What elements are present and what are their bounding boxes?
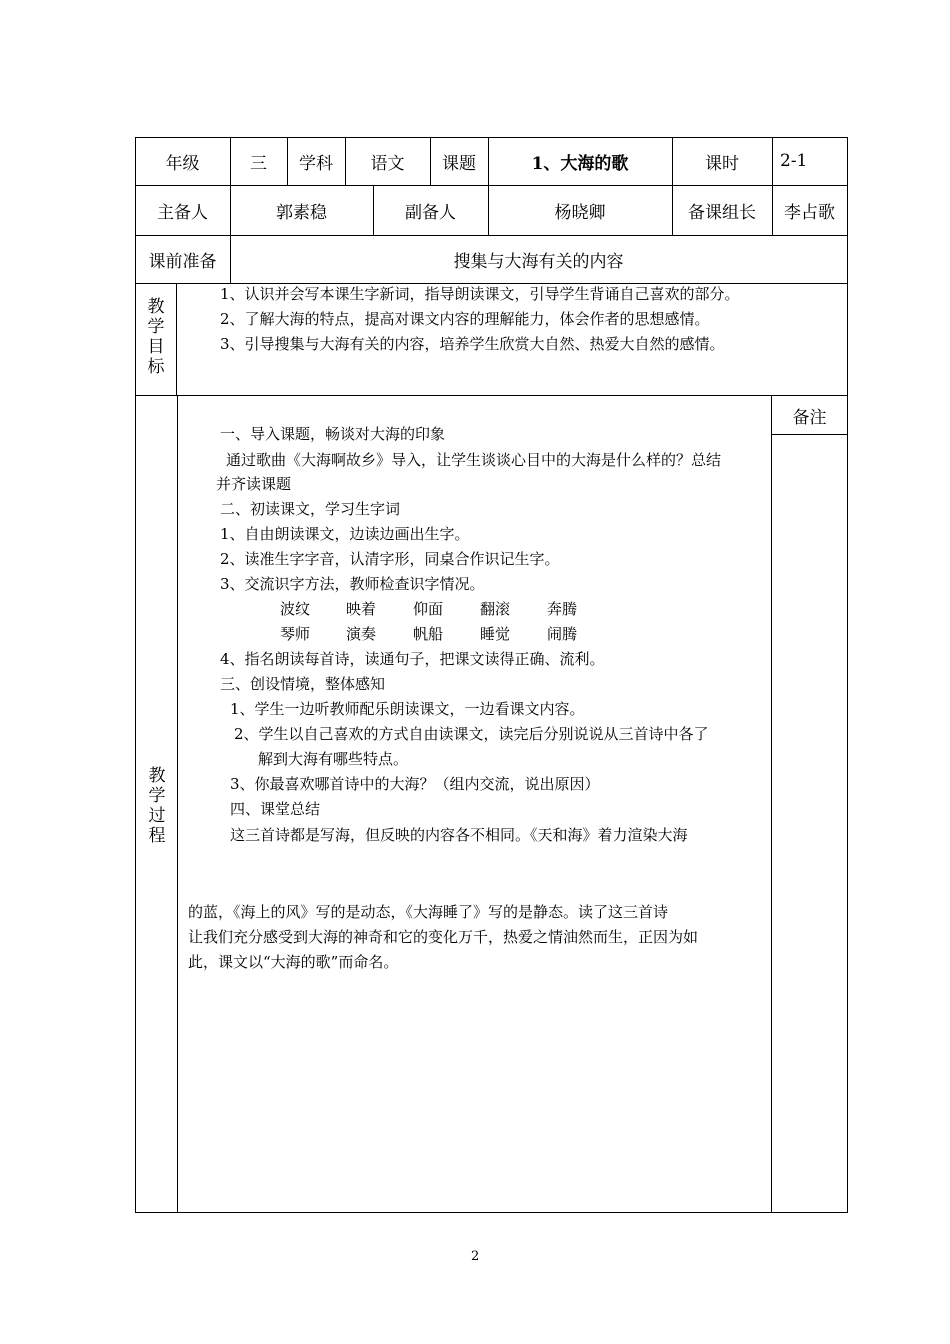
- goal-item: 2、了解大海的特点，提高对课文内容的理解能力，体会作者的思想感情。: [220, 310, 710, 328]
- prep-label: 课前准备: [148, 251, 217, 272]
- main-preparer-value: 郭素稳: [276, 202, 327, 223]
- process-line: 2、读准生字字音，认清字形，同桌合作识记生字。: [220, 550, 560, 568]
- goals-label-char: 学: [147, 317, 165, 337]
- vocab-word: 睡觉: [480, 625, 511, 643]
- prep-value: 搜集与大海有关的内容: [453, 251, 624, 272]
- goal-item: 3、引导搜集与大海有关的内容，培养学生欣赏大自然、热爱大自然的感情。: [220, 335, 725, 353]
- process-line: 解到大海有哪些特点。: [258, 750, 409, 768]
- group-leader-label: 备课组长: [688, 202, 756, 223]
- notes-label: 备注: [792, 407, 827, 428]
- process-line: 1、学生一边听教师配乐朗读课文，一边看课文内容。: [230, 700, 585, 718]
- vocab-word: 琴师: [280, 625, 311, 643]
- vocab-word: 仰面: [413, 600, 444, 618]
- vocab-word: 映着: [346, 600, 377, 618]
- process-line: 4、指名朗读每首诗，读通句子，把课文读得正确、流利。: [220, 650, 605, 668]
- vice-preparer-label: 副备人: [405, 202, 456, 223]
- vocab-word: 帆船: [413, 625, 444, 643]
- period-value: 2-1: [780, 151, 808, 171]
- process-label-char: 教: [148, 766, 166, 786]
- process-line: 此，课文以“大海的歌”而命名。: [188, 953, 399, 971]
- topic-label: 课题: [442, 153, 476, 174]
- goals-label-char: 标: [147, 357, 165, 377]
- process-line: 并齐读课题: [216, 475, 292, 493]
- process-line: 四、课堂总结: [230, 800, 321, 818]
- period-label: 课时: [705, 153, 739, 174]
- subject-value: 语文: [370, 153, 405, 174]
- group-leader-value: 李占歌: [784, 202, 835, 223]
- goal-item: 1、认识并会写本课生字新词，指导朗读课文，引导学生背诵自己喜欢的部分。: [220, 285, 740, 303]
- goals-label-char: 教: [147, 297, 165, 317]
- vocab-word: 奔腾: [547, 600, 578, 618]
- process-line: 3、你最喜欢哪首诗中的大海？（组内交流，说出原因）: [230, 775, 600, 793]
- process-line: 3、交流识字方法，教师检查识字情况。: [220, 575, 485, 593]
- vocab-word: 演奏: [346, 625, 377, 643]
- subject-label: 学科: [299, 153, 333, 174]
- grade-label: 年级: [165, 153, 200, 174]
- process-line: 2、学生以自己喜欢的方式自由读课文，读完后分别说说从三首诗中各了: [234, 725, 709, 743]
- goals-label: [146, 297, 166, 377]
- process-line: 通过歌曲《大海啊故乡》导入，让学生谈谈心目中的大海是什么样的？总结: [226, 451, 722, 469]
- process-label-char: 程: [148, 826, 166, 846]
- process-label-char: 过: [148, 806, 166, 826]
- vocab-word: 波纹: [280, 600, 311, 618]
- process-line: 二、初读课文，学习生字词: [220, 500, 401, 518]
- process-line: 的蓝，《海上的风》写的是动态，《大海睡了》写的是静态。读了这三首诗: [188, 903, 669, 921]
- main-preparer-label: 主备人: [157, 202, 208, 223]
- vice-preparer-value: 杨晓卿: [554, 202, 606, 223]
- process-line: 一、导入课题，畅谈对大海的印象: [220, 425, 446, 443]
- process-label-char: 学: [148, 786, 166, 806]
- process-line: 让我们充分感受到大海的神奇和它的变化万千，热爱之情油然而生，正因为如: [188, 928, 699, 946]
- process-line: 这三首诗都是写海，但反映的内容各不相同。《天和海》着力渲染大海: [230, 826, 688, 844]
- goals-label-char: 目: [147, 337, 165, 357]
- process-line: 1、自由朗读课文，边读边画出生字。: [220, 525, 470, 543]
- process-line: 三、创设情境，整体感知: [220, 675, 386, 693]
- topic-value: 1、大海的歌: [531, 153, 629, 174]
- page-number: 2: [471, 1249, 480, 1264]
- process-label: [147, 766, 167, 846]
- grade-value: 三: [250, 153, 267, 174]
- vocab-word: 闹腾: [547, 625, 578, 643]
- vocab-word: 翻滚: [480, 600, 511, 618]
